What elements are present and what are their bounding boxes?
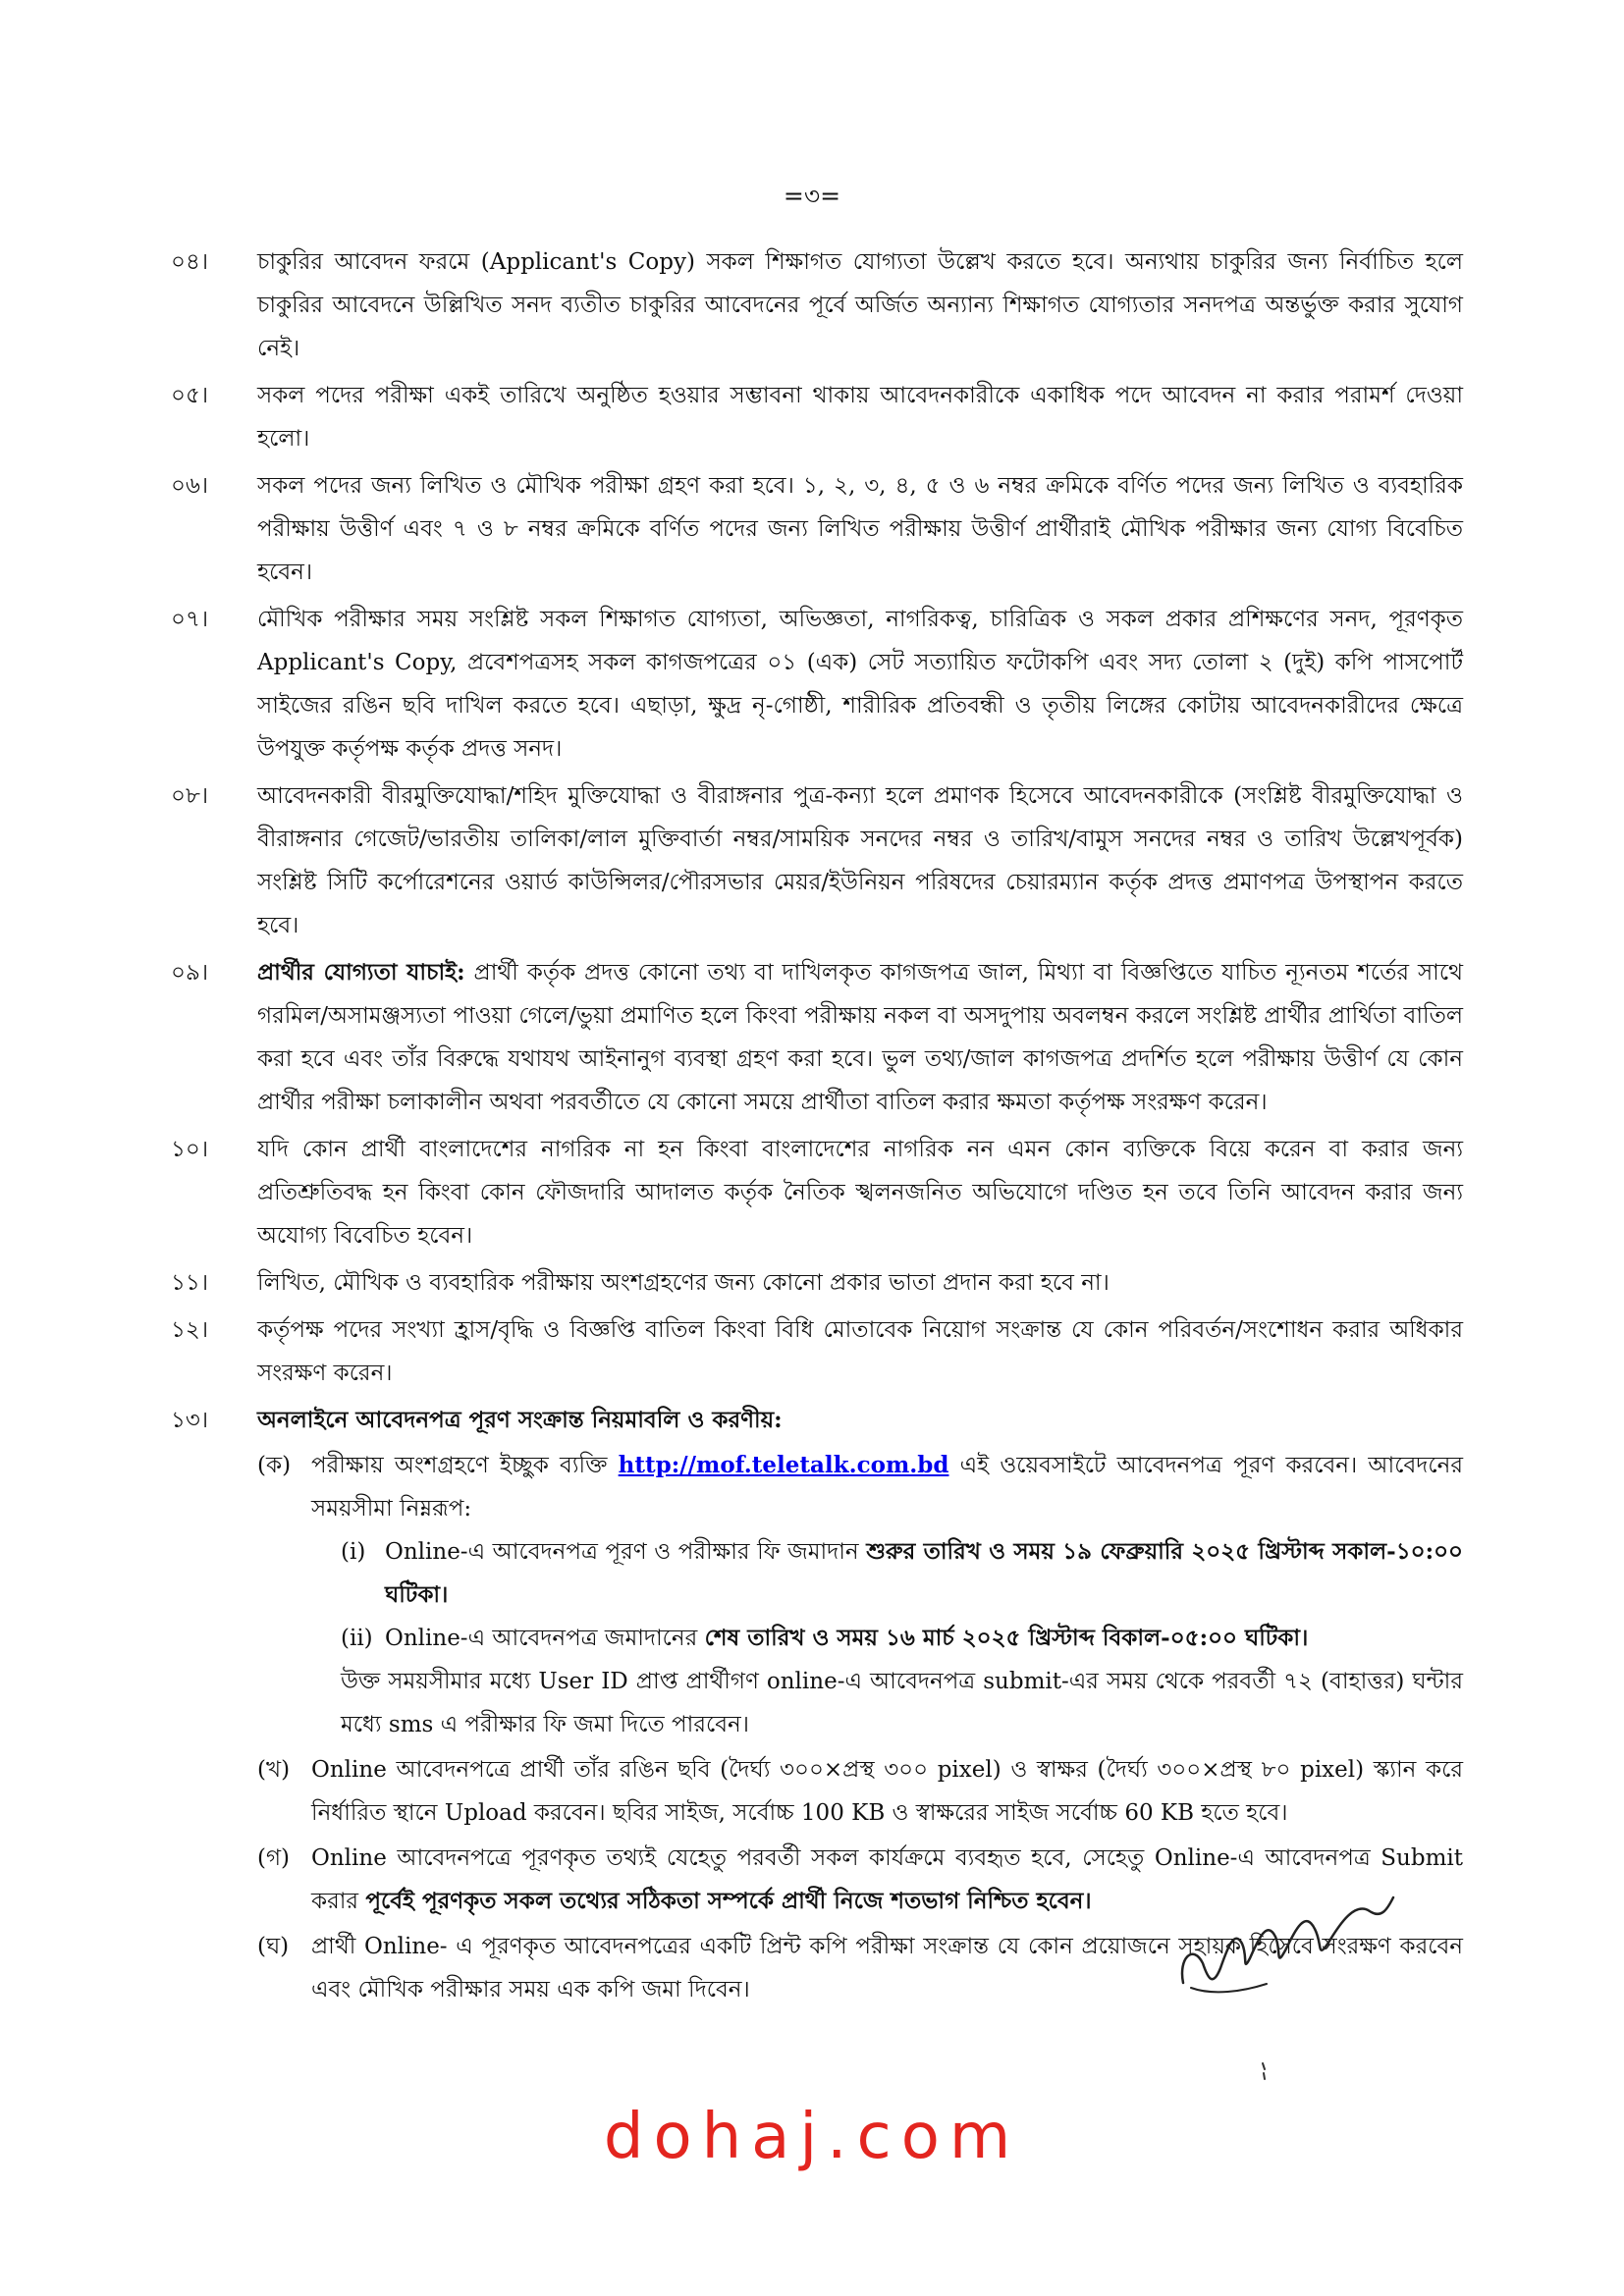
clause-number: ০৪।: [171, 249, 209, 275]
schedule-label: (i): [341, 1539, 366, 1565]
subclause-label: (খ): [257, 1757, 291, 1783]
page-number: =৩=: [783, 182, 841, 210]
clause-text: কর্তৃপক্ষ পদের সংখ্যা হ্রাস/বৃদ্ধি ও বিজ্ঞপ্তি বাতিল কিংবা বিধি মোতাবেক নিয়োগ সংক্রান্ত যে কোন পরিবর্তন/সংশোধন করার অধিকার সংরক্ষণ করেন।: [257, 1317, 1463, 1386]
clause-text: লিখিত, মৌখিক ও ব্যবহারিক পরীক্ষায় অংশগ্রহণের জন্য কোনো প্রকার ভাতা প্রদান করা হবে না।: [257, 1270, 1110, 1296]
clause-text: প্রার্থী কর্তৃক প্রদত্ত কোনো তথ্য বা দাখিলকৃত কাগজপত্র জাল, মিথ্যা বা বিজ্ঞপ্তিতে যাচিত ন্যূনতম শর্তের সাথে গরমিল/অসামঞ্জস্যতা পাওয়া গেলে/ভুয়া প্রমাণিত হলে কিংবা পরীক্ষায় নকল বা অসদুপায় অবলম্বন করলে সংশ্লিষ্ট প্রার্থীর প্রার্থিতা বাতিল করা হবে এবং তাঁর বিরুদ্ধে যথাযথ আইনানুগ ব্যবস্থা গ্রহণ করা হবে। ভুল তথ্য/জাল কাগজপত্র প্রদর্শিত হলে পরীক্ষায় উত্তীর্ণ যে কোন প্রার্থীর পরীক্ষা চলাকালীন অথবা পরবর্তীতে যে কোনো সময়ে প্রার্থীতা বাতিল করার ক্ষমতা কর্তৃপক্ষ সংরক্ষণ করেন।: [257, 960, 1463, 1115]
subclause-emphasis: পূর্বেই পূরণকৃত সকল তথ্যের সঠিকতা সম্পর্কে প্রার্থী নিজে শতভাগ নিশ্চিত হবেন।: [365, 1888, 1092, 1914]
clause-10: [167, 1128, 1463, 1257]
schedule-text: Online-এ আবেদনপত্র পূরণ ও পরীক্ষার ফি জমাদান: [385, 1539, 867, 1565]
schedule-end-date: শেষ তারিখ ও সময় ১৬ মার্চ ২০২৫ খ্রিস্টাব্দ বিকাল-০৫:০০ ঘটিকা।: [704, 1625, 1309, 1651]
clause-05: [167, 374, 1463, 460]
subclause-label: (ক): [257, 1453, 292, 1478]
clause-08: [167, 774, 1463, 947]
clause-04: [167, 240, 1463, 370]
subclause-label: (গ): [257, 1845, 291, 1871]
clause-number: ১২।: [171, 1317, 209, 1343]
clause-text: মৌখিক পরীক্ষার সময় সংশ্লিষ্ট সকল শিক্ষাগত যোগ্যতা, অভিজ্ঞতা, নাগরিকত্ব, চারিত্রিক ও সকল প্রকার প্রশিক্ষণের সনদ, পূরণকৃত Applicant's Copy, প্রবেশপত্রসহ সকল কাগজপত্রের ০১ (এক) সেট সত্যায়িত ফটোকপি এবং সদ্য তোলা ২ (দুই) কপি পাসপোর্ট সাইজের রঙিন ছবি দাখিল করতে হবে। এছাড়া, ক্ষুদ্র নৃ-গোষ্ঠী, শারীরিক প্রতিবন্ধী ও তৃতীয় লিঙ্গের কোটায় আবেদনকারীদের ক্ষেত্রে উপযুক্ত কর্তৃপক্ষ কর্তৃক প্রদত্ত সনদ।: [257, 607, 1463, 762]
subclause-text: পরীক্ষায় অংশগ্রহণে ইচ্ছুক ব্যক্তি: [311, 1453, 608, 1478]
clause-lead-heading: প্রার্থীর যোগ্যতা যাচাই:: [257, 959, 465, 986]
document-body: [167, 240, 1463, 2015]
subclause-kha: [257, 1748, 1463, 1835]
clause-number: ১১।: [171, 1270, 209, 1296]
clause-12: [167, 1308, 1463, 1395]
schedule-start-date: শুরুর তারিখ ও সময় ১৯ ফেব্রুয়ারি ২০২৫ খ্রিস্টাব্দ সকাল-১০:০০ ঘটিকা।: [385, 1538, 1463, 1608]
clause-number: ০৯।: [171, 960, 209, 986]
clause-06: [167, 464, 1463, 594]
clause-number: ০৬।: [171, 473, 209, 499]
subclause-text: Online আবেদনপত্রে প্রার্থী তাঁর রঙিন ছবি (দৈর্ঘ্য ৩০০×প্রস্থ ৩০০ pixel) ও স্বাক্ষর (দৈর্ঘ্য ৩০০×প্রস্থ ৮০ pixel) স্ক্যান করে নির্ধারিত স্থানে Upload করবেন। ছবির সাইজ, সর্বোচ্চ 100 KB ও স্বাক্ষরের সাইজ সর্বোচ্চ 60 KB হতে হবে।: [311, 1757, 1463, 1826]
clause-number: ১০।: [171, 1137, 209, 1162]
watermark: dohaj.com: [603, 2101, 1021, 2173]
subclause-text: প্রার্থী Online- এ পূরণকৃত আবেদনপত্রের একটি প্রিন্ট কপি পরীক্ষা সংক্রান্ত যে কোন প্রয়োজনে সহায়ক হিসেবে সংরক্ষণ করবেন এবং মৌখিক পরীক্ষার সময় এক কপি জমা দিবেন।: [311, 1934, 1463, 2002]
clause-number: ১৩।: [171, 1408, 209, 1433]
subclause-text: Online আবেদনপত্রে পূরণকৃত তথ্যই যেহেতু পরবর্তী সকল কার্যক্রমে ব্যবহৃত হবে, সেহেতু Online-এ আবেদনপত্র Submit করার: [311, 1845, 1463, 1914]
subclause-ka: [257, 1444, 1463, 1746]
clause-text: সকল পদের পরীক্ষা একই তারিখে অনুষ্ঠিত হওয়ার সম্ভাবনা থাকায় আবেদনকারীকে একাধিক পদে আবেদন না করার পরামর্শ দেওয়া হলো।: [257, 383, 1463, 452]
clause-text: চাকুরির আবেদন ফরমে (Applicant's Copy) সকল শিক্ষাগত যোগ্যতা উল্লেখ করতে হবে। অন্যথায় চাকুরির জন্য নির্বাচিত হলে চাকুরির আবেদনে উল্লিখিত সনদ ব্যতীত চাকুরির আবেদনের পূর্বে অর্জিত অন্যান্য শিক্ষাগত যোগ্যতার সনদপত্র অন্তর্ভুক্ত করার সুযোগ নেই।: [257, 249, 1463, 361]
schedule-start: [341, 1530, 1463, 1617]
clause-text: আবেদনকারী বীরমুক্তিযোদ্ধা/শহিদ মুক্তিযোদ্ধা ও বীরাঙ্গনার পুত্র-কন্যা হলে প্রমাণক হিসেবে আবেদনকারীকে (সংশ্লিষ্ট বীরমুক্তিযোদ্ধা ও বীরাঙ্গনার গেজেট/ভারতীয় তালিকা/লাল মুক্তিবার্তা নম্বর/সাময়িক সনদের নম্বর ও তারিখ/বামুস সনদের নম্বর ও তারিখ উল্লেখপূর্বক) সংশ্লিষ্ট সিটি কর্পোরেশনের ওয়ার্ড কাউন্সিলর/পৌরসভার মেয়র/ইউনিয়ন পরিষদের চেয়ারম্যান কর্তৃক প্রদত্ত প্রমাণপত্র উপস্থাপন করতে হবে।: [257, 783, 1463, 938]
signature: [1173, 1890, 1399, 2007]
clause-number: ০৭।: [171, 607, 209, 632]
stray-mark: [1260, 2061, 1270, 2081]
clause-text: যদি কোন প্রার্থী বাংলাদেশের নাগরিক না হন কিংবা বাংলাদেশের নাগরিক নন এমন কোন ব্যক্তিকে বিয়ে করেন বা করার জন্য প্রতিশ্রুতিবদ্ধ হন কিংবা কোন ফৌজদারি আদালত কর্তৃক নৈতিক স্খলনজনিত অভিযোগে দণ্ডিত হন তবে তিনি আবেদন করার জন্য অযোগ্য বিবেচিত হবেন।: [257, 1137, 1463, 1249]
subclause-text-after: এই ওয়েবসাইটে আবেদনপত্র পূরণ করবেন। আবেদনের সময়সীমা নিম্নরূপ:: [311, 1453, 1463, 1522]
schedule-label: (ii): [341, 1626, 373, 1651]
clause-07: [167, 598, 1463, 771]
schedule-text: Online-এ আবেদনপত্র জমাদানের: [385, 1626, 705, 1651]
subclause-label: (ঘ): [257, 1934, 290, 1959]
clause-number: ০৫।: [171, 383, 209, 408]
clause-text: সকল পদের জন্য লিখিত ও মৌখিক পরীক্ষা গ্রহণ করা হবে। ১, ২, ৩, ৪, ৫ ও ৬ নম্বর ক্রমিকে বর্ণিত পদের জন্য লিখিত ও ব্যবহারিক পরীক্ষায় উত্তীর্ণ এবং ৭ ও ৮ নম্বর ক্রমিকে বর্ণিত পদের জন্য লিখিত পরীক্ষায় উত্তীর্ণ প্রার্থীরাই মৌখিক পরীক্ষার জন্য যোগ্য বিবেচিত হবেন।: [257, 473, 1463, 585]
schedule-end: [341, 1617, 1463, 1660]
application-website-link[interactable]: http://mof.teletalk.com.bd: [618, 1452, 949, 1478]
clause-13-heading: অনলাইনে আবেদনপত্র পূরণ সংক্রান্ত নিয়মাবলি ও করণীয়:: [257, 1407, 783, 1433]
clause-number: ০৮।: [171, 783, 209, 809]
clause-09: [167, 951, 1463, 1124]
clause-11: [167, 1261, 1463, 1305]
fee-payment-note: উক্ত সময়সীমার মধ্যে User ID প্রাপ্ত প্রার্থীগণ online-এ আবেদনপত্র submit-এর সময় থেকে পরবর্তী ৭২ (বাহাত্তর) ঘন্টার মধ্যে sms এ পরীক্ষার ফি জমা দিতে পারবেন।: [341, 1669, 1463, 1737]
